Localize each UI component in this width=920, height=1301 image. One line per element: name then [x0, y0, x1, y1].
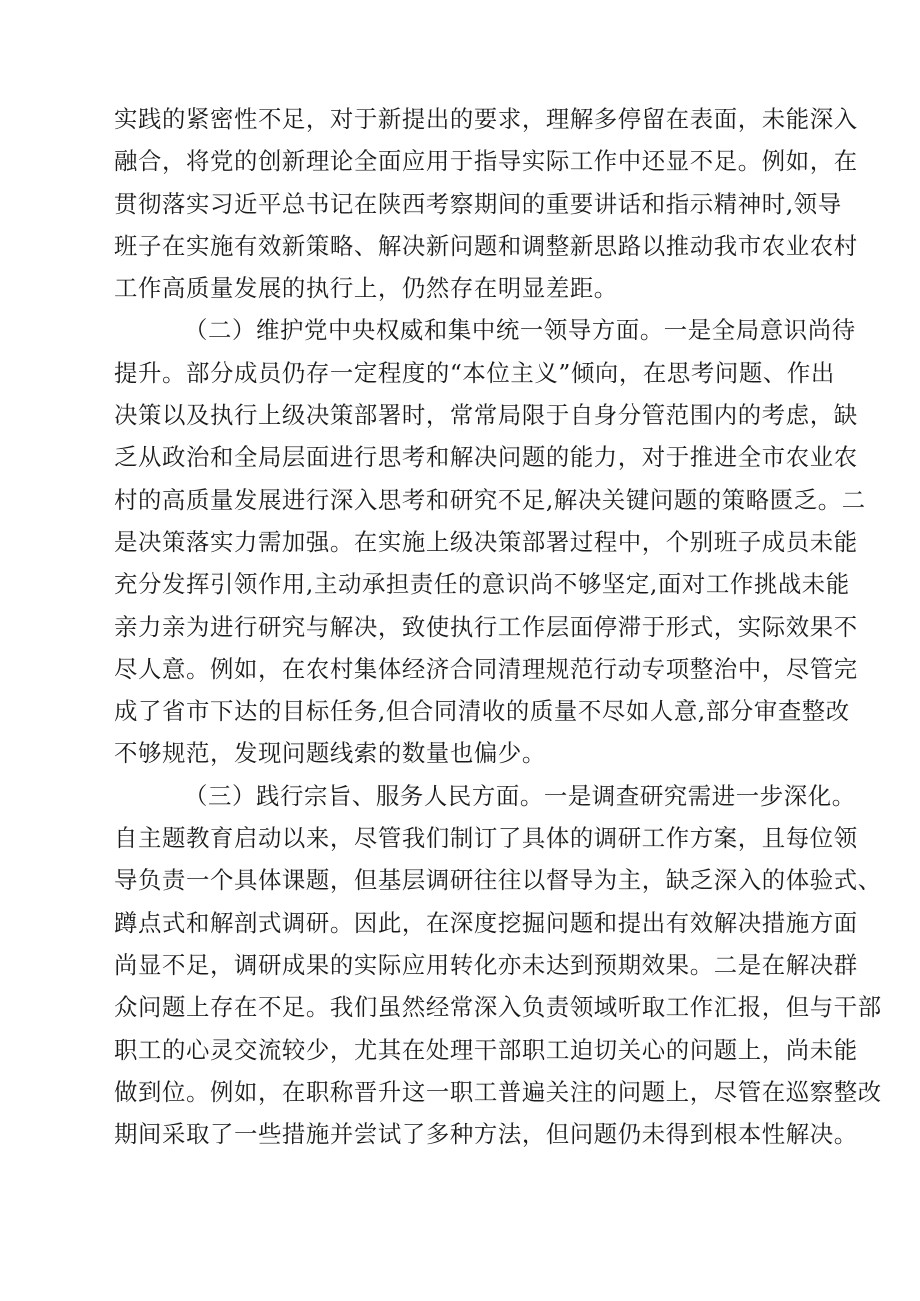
text-line: 成了省市下达的目标任务,但合同清收的质量不尽如人意,部分审查整改 [114, 697, 850, 726]
text-line: 做到位。例如，在职称晋升这一职工普遍关注的问题上，尽管在巡察整改 [114, 1077, 882, 1106]
text-line: 工作高质量发展的执行上，仍然存在明显差距。 [114, 274, 618, 303]
text-line: 是决策落实力需加强。在实施上级决策部署过程中，个别班子成员未能 [114, 527, 858, 556]
text-line: 尚显不足，调研成果的实际应用转化亦未达到预期效果。二是在解决群 [114, 950, 858, 979]
text-line: 贯彻落实习近平总书记在陕西考察期间的重要讲话和指示精神时,领导 [114, 189, 842, 218]
text-line: 不够规范，发现问题线索的数量也偏少。 [114, 739, 546, 768]
text-line: 导负责一个具体课题，但基层调研往往以督导为主，缺乏深入的体验式、 [114, 866, 882, 895]
text-line: 融合，将党的创新理论全面应用于指导实际工作中还显不足。例如，在 [114, 147, 858, 176]
text-line: 自主题教育启动以来，尽管我们制订了具体的调研工作方案，且每位领 [114, 824, 858, 853]
text-line: 充分发挥引领作用,主动承担责任的意识尚不够坚定,面对工作挑战未能 [114, 570, 850, 599]
text-line: 期间采取了一些措施并尝试了多种方法，但问题仍未得到根本性解决。 [114, 1120, 858, 1149]
text-line: 班子在实施有效新策略、解决新问题和调整新思路以推动我市农业农村 [114, 231, 858, 260]
text-line: 提升。部分成员仍存一定程度的“本位主义”倾向，在思考问题、作出 [114, 358, 835, 387]
text-line: 决策以及执行上级决策部署时，常常局限于自身分管范围内的考虑，缺 [114, 401, 858, 430]
text-line: 村的高质量发展进行深入思考和研究不足,解决关键问题的策略匮乏。二 [114, 485, 866, 514]
section-heading-line: （二）维护党中央权威和集中统一领导方面。一是全局意识尚待 [184, 316, 856, 345]
text-line: 实践的紧密性不足，对于新提出的要求，理解多停留在表面，未能深入 [114, 105, 858, 133]
text-line: 众问题上存在不足。我们虽然经常深入负责领域听取工作汇报，但与干部 [114, 993, 882, 1022]
text-line: 尽人意。例如，在农村集体经济合同清理规范行动专项整治中，尽管完 [114, 654, 858, 683]
section-heading-line: （三）践行宗旨、服务人民方面。一是调查研究需进一步深化。 [184, 781, 856, 810]
text-line: 亲力亲为进行研究与解决，致使执行工作层面停滞于形式，实际效果不 [114, 612, 858, 641]
text-line: 职工的心灵交流较少，尤其在处理干部职工迫切关心的问题上，尚未能 [114, 1035, 858, 1064]
text-line: 蹲点式和解剖式调研。因此，在深度挖掘问题和提出有效解决措施方面 [114, 908, 858, 937]
text-line: 乏从政治和全局层面进行思考和解决问题的能力，对于推进全市农业农 [114, 443, 858, 472]
document-body [114, 98, 882, 1155]
